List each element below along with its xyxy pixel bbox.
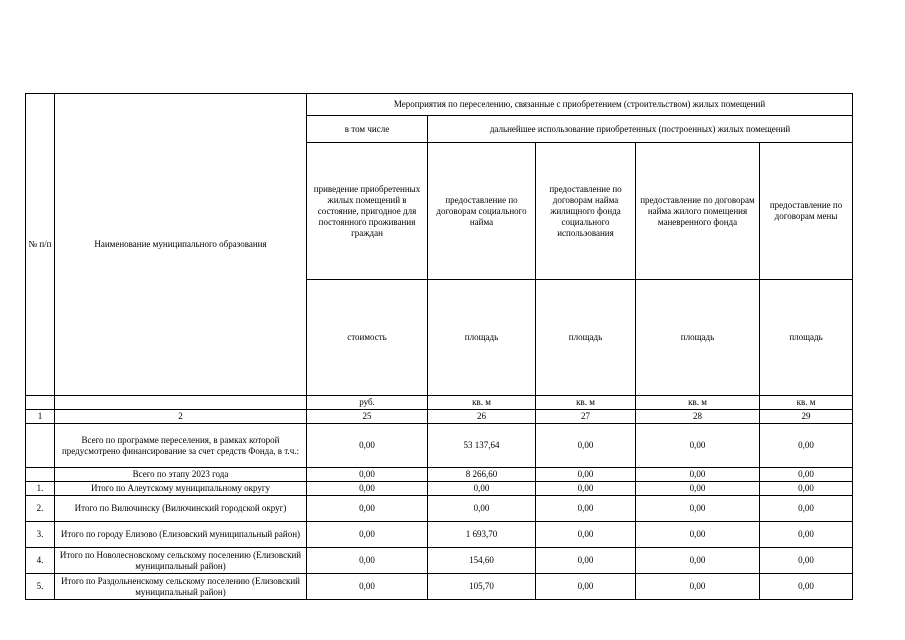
row-value-29: 0,00 (760, 548, 853, 574)
row-value-29: 0,00 (760, 482, 853, 496)
table-row (26, 574, 853, 600)
header-col-27: предоставление по договорам найма жилищного фонда социального использования (536, 143, 636, 280)
table-row (26, 496, 853, 522)
row-value-27: 0,00 (536, 424, 636, 468)
header-subgroup-use: дальнейшее использование приобретенных (построенных) жилых помещений (428, 116, 853, 143)
row-value-29: 0,00 (760, 496, 853, 522)
row-value-25: 0,00 (307, 522, 428, 548)
table-row (26, 468, 853, 482)
row-value-26: 0,00 (428, 482, 536, 496)
row-value-25: 0,00 (307, 574, 428, 600)
row-value-25: 0,00 (307, 496, 428, 522)
row-value-29: 0,00 (760, 574, 853, 600)
row-value-27: 0,00 (536, 522, 636, 548)
row-number: 5. (26, 574, 55, 600)
row-value-27: 0,00 (536, 574, 636, 600)
row-value-25: 0,00 (307, 424, 428, 468)
table-row (26, 548, 853, 574)
header-col-num: № п/п (26, 94, 55, 396)
row-name: Итого по Раздольненскому сельскому поселению (Елизовский муниципальный район) (55, 574, 307, 600)
row-name: Итого по Новолесновскому сельскому поселению (Елизовский муниципальный район) (55, 548, 307, 574)
row-value-26: 8 266,60 (428, 468, 536, 482)
row-value-27: 0,00 (536, 496, 636, 522)
header-unit-28: кв. м (636, 396, 760, 410)
header-subgroup-incl: в том числе (307, 116, 428, 143)
row-name: Итого по Вилючинску (Вилючинский городской округ) (55, 496, 307, 522)
header-measure-28: площадь (636, 280, 760, 396)
row-value-29: 0,00 (760, 522, 853, 548)
resettlement-table (25, 93, 853, 600)
row-number: 3. (26, 522, 55, 548)
row-value-26: 154,60 (428, 548, 536, 574)
header-num-1: 1 (26, 410, 55, 424)
row-name: Всего по этапу 2023 года (55, 468, 307, 482)
header-num-2: 2 (55, 410, 307, 424)
header-num-27: 27 (536, 410, 636, 424)
header-group-title: Мероприятия по переселению, связанные с приобретением (строительством) жилых помещений (307, 94, 853, 116)
row-value-27: 0,00 (536, 468, 636, 482)
row-name: Итого по городу Елизово (Елизовский муниципальный район) (55, 522, 307, 548)
header-col-26: предоставление по договорам социального найма (428, 143, 536, 280)
row-number: 2. (26, 496, 55, 522)
header-col-29: предоставление по договорам мены (760, 143, 853, 280)
row-value-29: 0,00 (760, 468, 853, 482)
header-col-28: предоставление по договорам найма жилого помещения маневренного фонда (636, 143, 760, 280)
row-value-26: 53 137,64 (428, 424, 536, 468)
header-unit-29: кв. м (760, 396, 853, 410)
row-value-25: 0,00 (307, 468, 428, 482)
row-name: Всего по программе переселения, в рамках которой предусмотрено финансирование за счет средств Фонда, в т.ч.: (55, 424, 307, 468)
row-number: 4. (26, 548, 55, 574)
header-num-26: 26 (428, 410, 536, 424)
row-value-28: 0,00 (636, 574, 760, 600)
row-value-29: 0,00 (760, 424, 853, 468)
header-measure-25: стоимость (307, 280, 428, 396)
row-number: 1. (26, 482, 55, 496)
header-col-25: приведение приобретенных жилых помещений в состояние, пригодное для постоянного проживания граждан (307, 143, 428, 280)
header-measure-29: площадь (760, 280, 853, 396)
header-unit-27: кв. м (536, 396, 636, 410)
header-num-29: 29 (760, 410, 853, 424)
row-value-28: 0,00 (636, 496, 760, 522)
row-value-26: 1 693,70 (428, 522, 536, 548)
header-measure-26: площадь (428, 280, 536, 396)
row-value-28: 0,00 (636, 424, 760, 468)
table-row (26, 424, 853, 468)
header-num-25: 25 (307, 410, 428, 424)
row-value-28: 0,00 (636, 522, 760, 548)
table-row (26, 522, 853, 548)
row-value-25: 0,00 (307, 548, 428, 574)
header-measure-27: площадь (536, 280, 636, 396)
header-unit-26: кв. м (428, 396, 536, 410)
row-number (26, 424, 55, 468)
header-num-28: 28 (636, 410, 760, 424)
header-unit-25: руб. (307, 396, 428, 410)
row-value-26: 0,00 (428, 496, 536, 522)
row-value-27: 0,00 (536, 548, 636, 574)
row-value-27: 0,00 (536, 482, 636, 496)
header-col-name: Наименование муниципального образования (55, 94, 307, 396)
row-value-28: 0,00 (636, 482, 760, 496)
row-value-25: 0,00 (307, 482, 428, 496)
row-name: Итого по Алеутскому муниципальному округу (55, 482, 307, 496)
row-value-26: 105,70 (428, 574, 536, 600)
row-value-28: 0,00 (636, 468, 760, 482)
row-value-28: 0,00 (636, 548, 760, 574)
row-number (26, 468, 55, 482)
table-row (26, 482, 853, 496)
